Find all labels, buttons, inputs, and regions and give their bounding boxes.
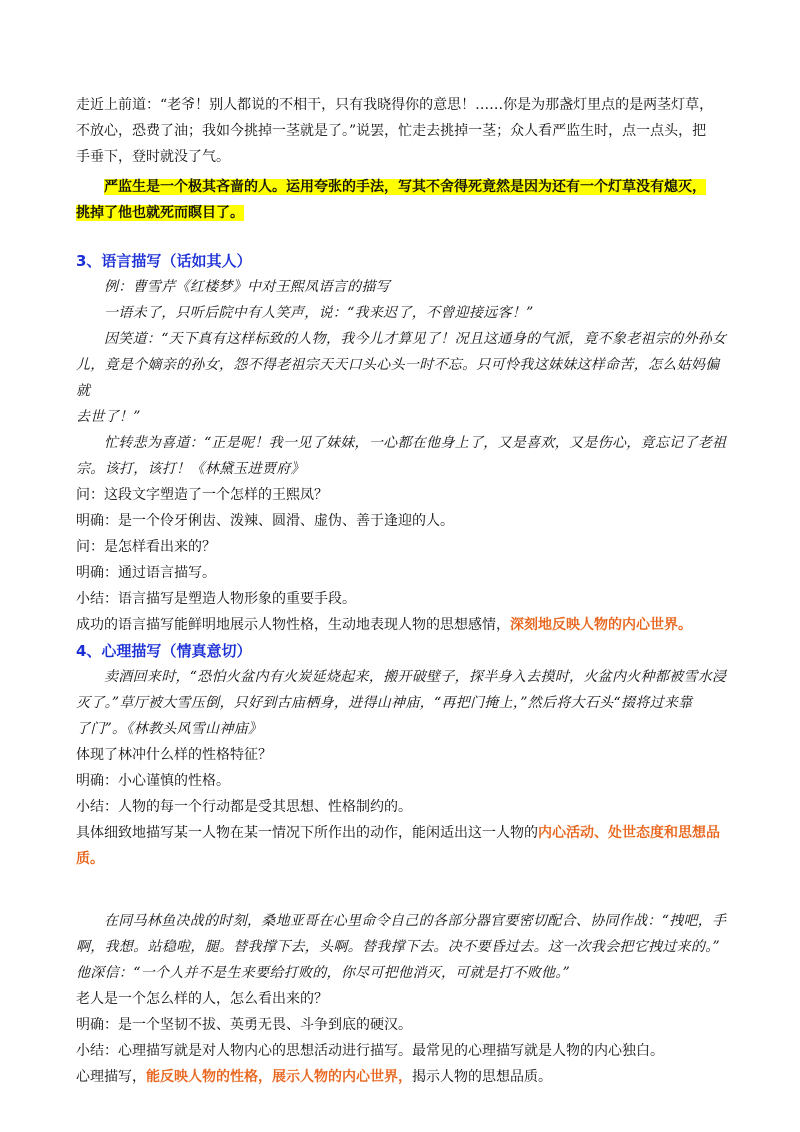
answer: 明确：是一个伶牙俐齿、泼辣、圆滑、虚伪、善于逢迎的人。 xyxy=(76,513,454,529)
quote-line: 在同马林鱼决战的时刻，桑地亚哥在心里命令自己的各部分器官要密切配合、协同作战：“拽吧，手 xyxy=(104,913,727,929)
section-4-heading: 4、心理描写（情真意切） xyxy=(76,642,252,660)
conclusion-emphasis: 深刻地反映人物的内心世界。 xyxy=(510,617,692,633)
quote-line: 卖酒回来时，“恐怕火盆内有火炭延烧起来，搬开破壁子，探半身入去摸时，火盆内火种都被雪水浸 xyxy=(104,669,727,685)
quote-line: 灭了。”草厅被大雪压倒，只好到古庙栖身，进得山神庙，“再把门掩上，”然后将大石头“掇将过来靠 xyxy=(76,695,693,711)
example-intro: 例：曹雪芹《红楼梦》中对王熙凤语言的描写 xyxy=(104,279,390,295)
conclusion-emphasis: 内心活动、处世态度和思想品 xyxy=(538,825,720,841)
section-3-heading: 3、语言描写（话如其人） xyxy=(76,252,252,270)
quote-line: 宗。该打，该打！《林黛玉进贾府》 xyxy=(76,461,305,477)
final-text: 心理描写， xyxy=(76,1069,146,1085)
final-text: 揭示人物的思想品质。 xyxy=(412,1069,552,1085)
question: 体现了林冲什么样的性格特征？ xyxy=(76,747,272,763)
highlight-line-1: 严监生是一个极其吝啬的人。运用夸张的手法，写其不舍得死竟然是因为还有一个灯草没有熄灭， xyxy=(104,179,706,195)
conclusion-text: 成功的语言描写能鲜明地展示人物性格，生动地表现人物的思想感情， xyxy=(76,617,510,633)
quote-line: 忙转悲为喜道：“正是呢！我一见了妹妹，一心都在他身上了，又是喜欢，又是伤心，竟忘记了老祖 xyxy=(104,435,727,451)
quote-line: 了门”。《林教头风雪山神庙》 xyxy=(76,721,263,737)
conclusion-emphasis: 质。 xyxy=(76,851,104,867)
quote-line: 儿，竟是个嫡亲的孙女，怨不得老祖宗天天口头心头一时不忘。只可怜我这妹妹这样命苦，怎么姑妈偏就 xyxy=(76,357,720,399)
final-emphasis: 能反映人物的性格，展示人物的内心世界， xyxy=(146,1069,412,1085)
highlight-line-2: 挑掉了他也就死而瞑目了。 xyxy=(76,205,244,221)
intro-line-3: 手垂下，登时就没了气。 xyxy=(76,149,230,165)
conclusion-text: 具体细致地描写某一人物在某一情况下所作出的动作，能闲适出这一人物的 xyxy=(76,825,538,841)
summary: 小结：人物的每一个行动都是受其思想、性格制约的。 xyxy=(76,799,412,815)
highlight-note xyxy=(76,174,728,226)
question: 问：这段文字塑造了一个怎样的王熙凤？ xyxy=(76,487,328,503)
question: 老人是一个怎么样的人，怎么看出来的？ xyxy=(76,991,328,1007)
quote-line: 啊，我想。站稳啦，腿。替我撑下去，头啊。替我撑下去。决不要昏过去。这一次我会把它拽过来的。” xyxy=(76,939,720,955)
conclusion-cont xyxy=(76,846,728,872)
answer: 明确：通过语言描写。 xyxy=(76,565,216,581)
final-conclusion xyxy=(76,1064,728,1090)
quote-line: 一语未了，只听后院中有人笑声，说：“我来迟了，不曾迎接远客！” xyxy=(104,305,534,321)
quote-line: 因笑道：“天下真有这样标致的人物，我今儿才算见了！况且这通身的气派，竟不象老祖宗的外孙女 xyxy=(104,331,727,347)
answer: 明确：小心谨慎的性格。 xyxy=(76,773,230,789)
question: 问：是怎样看出来的？ xyxy=(76,539,216,555)
summary: 小结：心理描写就是对人物内心的思想活动进行描写。最常见的心理描写就是人物的内心独白。 xyxy=(76,1043,664,1059)
conclusion xyxy=(76,612,728,638)
conclusion xyxy=(76,820,728,846)
quote-line: 他深信：“一个人并不是生来要给打败的，你尽可把他消灭，可就是打不败他。” xyxy=(76,965,571,981)
intro-line-2: 不放心，恐费了油；我如今挑掉一茎就是了。”说罢，忙走去挑掉一茎；众人看严监生时，点一点头，把 xyxy=(76,123,707,139)
answer: 明确：是一个坚韧不拔、英勇无畏、斗争到底的硬汉。 xyxy=(76,1017,412,1033)
intro-line-1: 走近上前道：“老爷！别人都说的不相干，只有我晓得你的意思！……你是为那盏灯里点的是两茎灯草， xyxy=(76,97,714,113)
document-page xyxy=(76,92,728,1090)
summary: 小结：语言描写是塑造人物形象的重要手段。 xyxy=(76,591,356,607)
quote-line: 去世了！” xyxy=(76,409,141,425)
